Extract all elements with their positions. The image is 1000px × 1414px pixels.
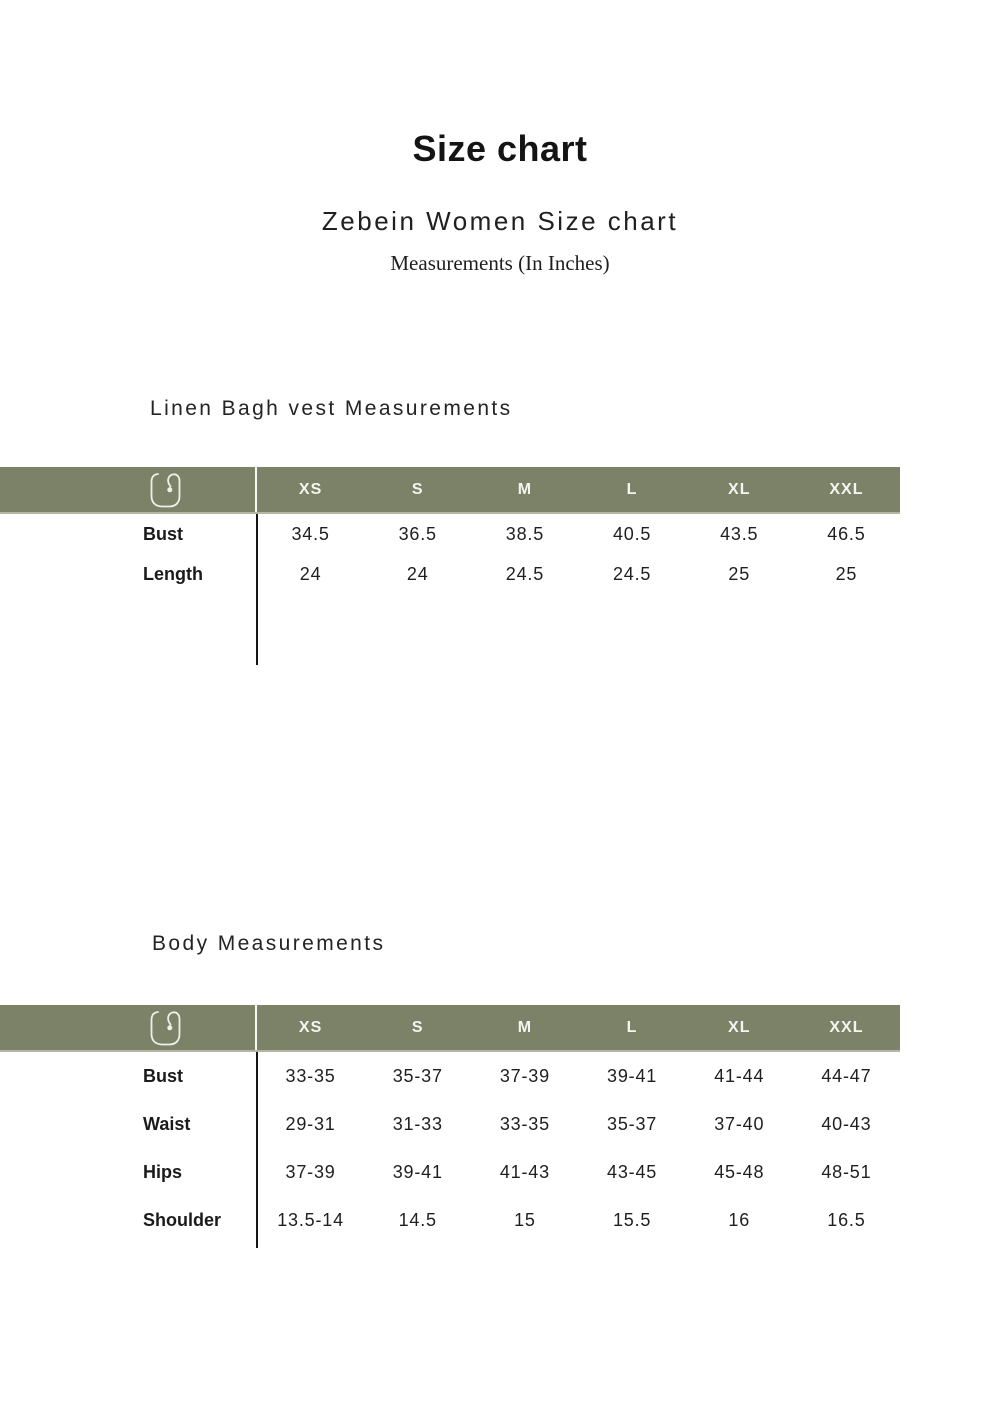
measurement-cell: 48-51 bbox=[821, 1161, 872, 1182]
body-table-body bbox=[0, 1052, 900, 1244]
measurement-cell: 41-44 bbox=[714, 1065, 765, 1086]
logo-header-cell bbox=[0, 467, 257, 512]
row-label: Shoulder bbox=[143, 1209, 222, 1230]
measurement-cell: 14.5 bbox=[398, 1209, 437, 1230]
table-row bbox=[0, 1100, 900, 1148]
table-row bbox=[0, 1052, 900, 1100]
page-subtitle: Zebein Women Size chart bbox=[321, 206, 679, 236]
measurement-cell: 16.5 bbox=[827, 1209, 866, 1230]
row-label: Bust bbox=[143, 523, 183, 544]
body-size-table bbox=[0, 1005, 900, 1244]
table-row bbox=[0, 514, 900, 554]
size-col-header-xs: XS bbox=[298, 1018, 323, 1036]
size-col-header-l: L bbox=[626, 480, 638, 498]
garment-monogram-icon bbox=[148, 1009, 182, 1047]
size-col-header-xxl: XXL bbox=[829, 480, 864, 498]
measurement-cell: 37-39 bbox=[499, 1065, 550, 1086]
table-row bbox=[0, 1196, 900, 1244]
column-divider-line bbox=[256, 1052, 258, 1248]
measurement-cell: 35-37 bbox=[607, 1113, 658, 1134]
table-row bbox=[0, 554, 900, 594]
measurement-cell: 31-33 bbox=[392, 1113, 443, 1134]
measurement-cell: 15 bbox=[514, 1209, 536, 1230]
garment-table-header-row bbox=[0, 467, 900, 514]
measurement-cell: 25 bbox=[728, 563, 751, 584]
measurement-cell: 40.5 bbox=[612, 523, 652, 544]
garment-table-body bbox=[0, 514, 900, 594]
measurement-cell: 24 bbox=[406, 563, 429, 584]
measurement-cell: 46.5 bbox=[827, 523, 866, 544]
measurement-cell: 43.5 bbox=[720, 523, 759, 544]
size-col-header-xs: XS bbox=[298, 480, 323, 498]
measurement-cell: 33-35 bbox=[285, 1065, 336, 1086]
measurement-cell: 29-31 bbox=[285, 1113, 336, 1134]
row-label: Hips bbox=[143, 1161, 183, 1182]
measurement-cell: 40-43 bbox=[821, 1113, 872, 1134]
measurement-cell: 15.5 bbox=[612, 1209, 652, 1230]
size-col-header-m: M bbox=[517, 1018, 533, 1036]
measurement-cell: 44-47 bbox=[821, 1065, 872, 1086]
measurement-cell: 24.5 bbox=[612, 563, 652, 584]
row-label: Bust bbox=[143, 1065, 183, 1086]
size-col-header-m: M bbox=[517, 480, 533, 498]
size-col-header-l: L bbox=[626, 1018, 638, 1036]
units-note: Measurements (In Inches) bbox=[390, 251, 610, 275]
measurement-cell: 25 bbox=[835, 563, 858, 584]
size-col-header-xl: XL bbox=[728, 480, 751, 498]
measurement-cell: 36.5 bbox=[398, 523, 437, 544]
measurement-cell: 35-37 bbox=[392, 1065, 443, 1086]
measurement-cell: 16 bbox=[728, 1209, 751, 1230]
measurement-cell: 38.5 bbox=[505, 523, 545, 544]
measurement-cell: 39-41 bbox=[607, 1065, 658, 1086]
measurement-cell: 33-35 bbox=[499, 1113, 550, 1134]
size-col-header-xl: XL bbox=[728, 1018, 751, 1036]
column-divider-line bbox=[256, 514, 258, 665]
measurement-cell: 45-48 bbox=[714, 1161, 765, 1182]
size-col-header-s: S bbox=[411, 480, 424, 498]
measurement-cell: 24 bbox=[299, 563, 322, 584]
table-row bbox=[0, 1148, 900, 1196]
page-title: Size chart bbox=[412, 128, 588, 169]
body-section-title: Body Measurements bbox=[152, 932, 386, 955]
measurement-cell: 43-45 bbox=[607, 1161, 658, 1182]
measurement-cell: 34.5 bbox=[291, 523, 330, 544]
measurement-cell: 37-40 bbox=[714, 1113, 765, 1134]
row-label: Waist bbox=[143, 1113, 191, 1134]
body-table-header-row bbox=[0, 1005, 900, 1052]
measurement-cell: 37-39 bbox=[285, 1161, 336, 1182]
logo-header-cell bbox=[0, 1005, 257, 1050]
row-label: Length bbox=[143, 563, 203, 584]
measurement-cell: 13.5-14 bbox=[277, 1209, 344, 1230]
garment-section-title: Linen Bagh vest Measurements bbox=[150, 397, 513, 420]
measurement-cell: 39-41 bbox=[392, 1161, 443, 1182]
garment-size-table bbox=[0, 467, 900, 594]
measurement-cell: 41-43 bbox=[499, 1161, 550, 1182]
garment-monogram-icon bbox=[148, 471, 182, 509]
size-col-header-xxl: XXL bbox=[829, 1018, 864, 1036]
measurement-cell: 24.5 bbox=[505, 563, 545, 584]
size-col-header-s: S bbox=[411, 1018, 424, 1036]
